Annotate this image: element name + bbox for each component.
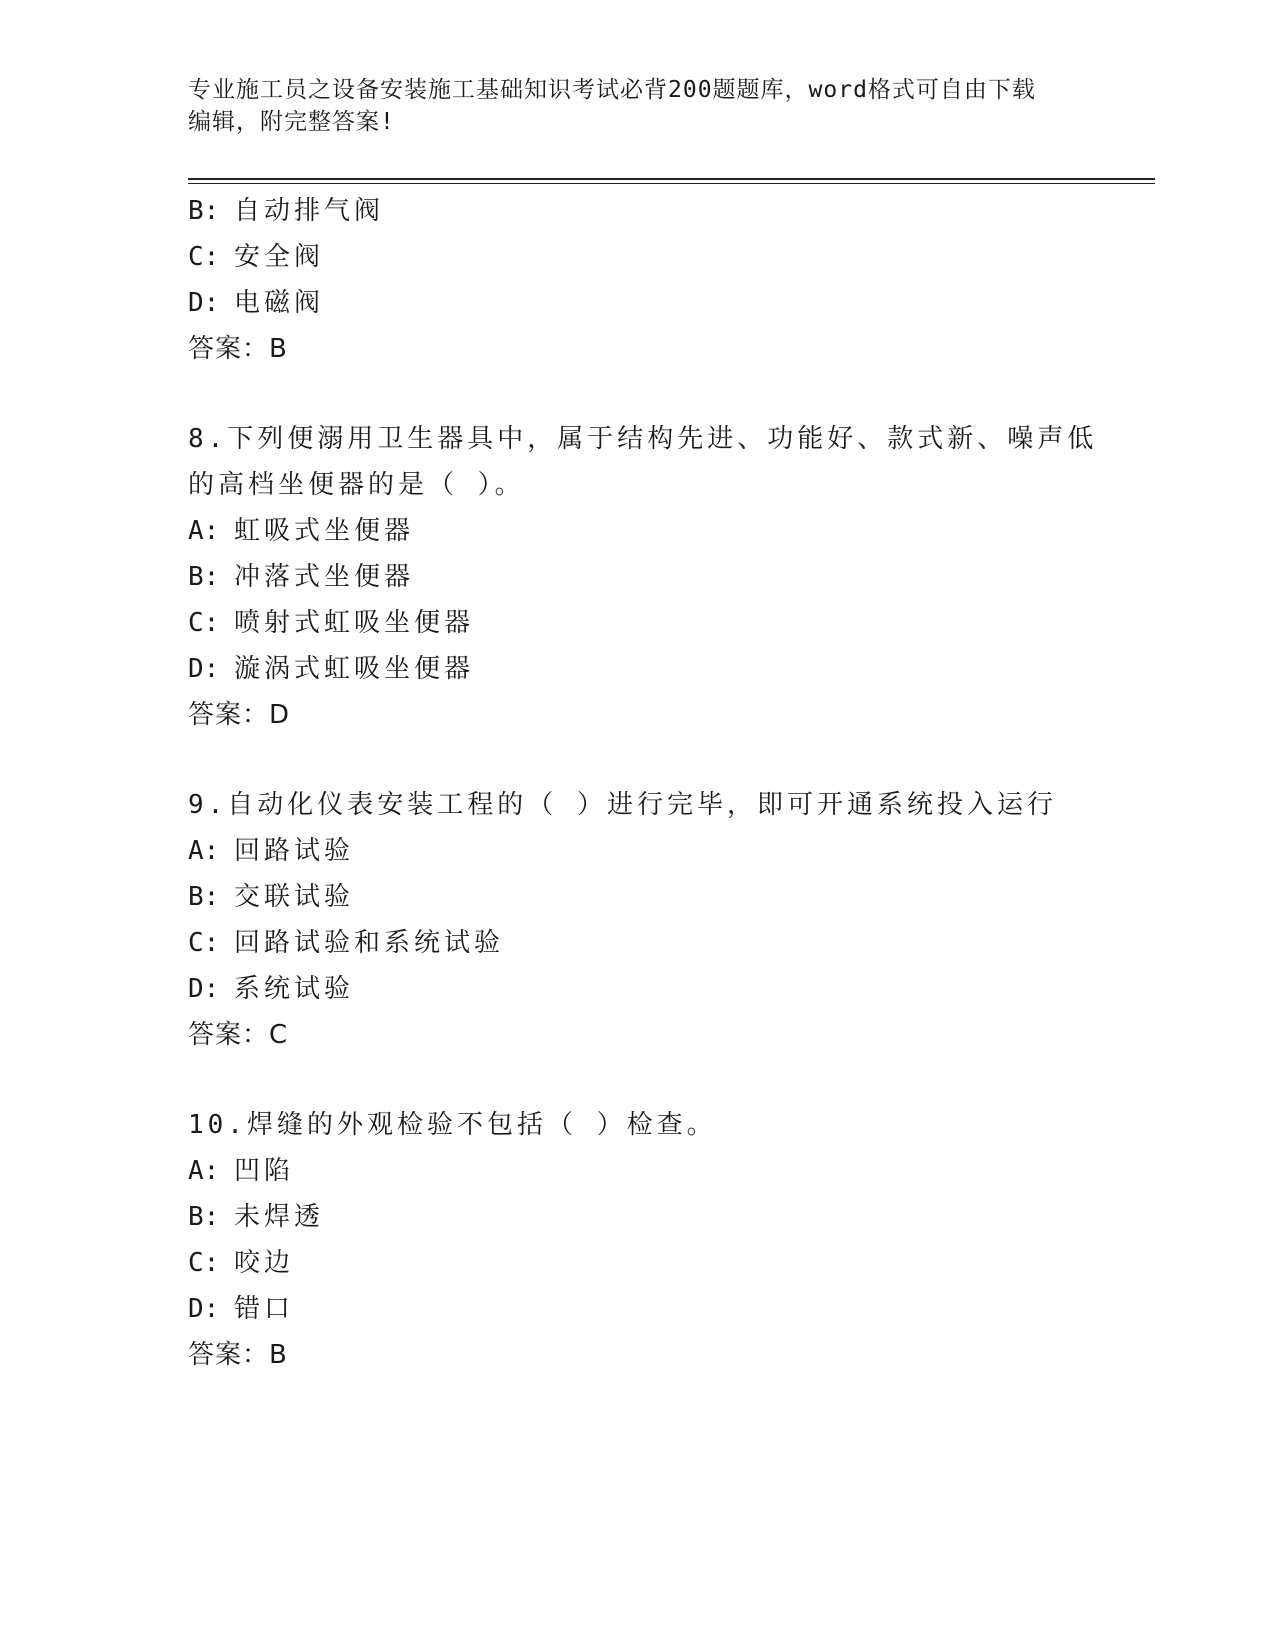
option-text: 虹吸式坐便器 [234, 516, 415, 546]
option-b [188, 874, 1088, 920]
option-b [188, 1194, 1088, 1240]
option-text: 回路试验 [234, 836, 355, 866]
option-text: 系统试验 [234, 974, 355, 1004]
option-a [188, 828, 1088, 874]
option-letter: D: [188, 1294, 220, 1324]
option-letter: A: [188, 516, 220, 546]
answer: 答案：B [188, 1340, 288, 1370]
option-text: 自动排气阀 [234, 196, 385, 226]
option-letter: B: [188, 882, 220, 912]
spacer [188, 738, 1088, 782]
option-text: 漩涡式虹吸坐便器 [234, 654, 475, 684]
spacer [188, 372, 1088, 416]
question-7 [188, 188, 1088, 372]
option-letter: B: [188, 1202, 220, 1232]
question-list [188, 188, 1098, 1378]
option-d [188, 646, 1088, 692]
answer: 答案：C [188, 1020, 289, 1050]
option-letter: C: [188, 242, 220, 272]
question-stem-continued: 的高档坐便器的是（ ）。 [188, 470, 525, 500]
option-text: 回路试验和系统试验 [234, 928, 505, 958]
option-letter: C: [188, 928, 220, 958]
option-letter: A: [188, 836, 220, 866]
option-d [188, 966, 1088, 1012]
option-d [188, 280, 1088, 326]
option-text: 喷射式虹吸坐便器 [234, 608, 475, 638]
header-title-line-1: 专业施工员之设备安装施工基础知识考试必背200题题库，word格式可自由下载 [188, 77, 1036, 103]
option-text: 交联试验 [234, 882, 355, 912]
option-text: 未焊透 [234, 1202, 325, 1232]
option-b [188, 188, 1088, 234]
question-stem: 8.下列便溺用卫生器具中，属于结构先进、功能好、款式新、噪声低 [188, 424, 1098, 454]
option-letter: D: [188, 288, 220, 318]
option-text: 冲落式坐便器 [234, 562, 415, 592]
option-c [188, 234, 1088, 280]
question-9 [188, 782, 1088, 1058]
answer: 答案：B [188, 334, 288, 364]
option-b [188, 554, 1088, 600]
question-8 [188, 416, 1098, 738]
option-c [188, 1240, 1088, 1286]
option-letter: D: [188, 654, 220, 684]
option-letter: B: [188, 562, 220, 592]
option-text: 咬边 [234, 1248, 295, 1278]
option-text: 电磁阀 [234, 288, 325, 318]
question-stem: 9.自动化仪表安装工程的（ ）进行完毕，即可开通系统投入运行 [188, 790, 1057, 820]
option-d [188, 1286, 1088, 1332]
option-letter: B: [188, 196, 220, 226]
option-letter: D: [188, 974, 220, 1004]
question-stem: 10.焊缝的外观检验不包括（ ）检查。 [188, 1110, 717, 1140]
question-10 [188, 1102, 1088, 1378]
option-text: 安全阀 [234, 242, 325, 272]
option-letter: C: [188, 608, 220, 638]
option-text: 错口 [234, 1294, 295, 1324]
option-text: 凹陷 [234, 1156, 295, 1186]
header-title-line-2: 编辑，附完整答案! [188, 109, 395, 135]
option-a [188, 1148, 1088, 1194]
answer: 答案：D [188, 700, 291, 730]
option-letter: C: [188, 1248, 220, 1278]
option-a [188, 508, 1088, 554]
option-c [188, 920, 1088, 966]
option-c [188, 600, 1088, 646]
page-header [188, 74, 1088, 138]
option-letter: A: [188, 1156, 220, 1186]
header-divider [188, 178, 1155, 184]
spacer [188, 1058, 1088, 1102]
